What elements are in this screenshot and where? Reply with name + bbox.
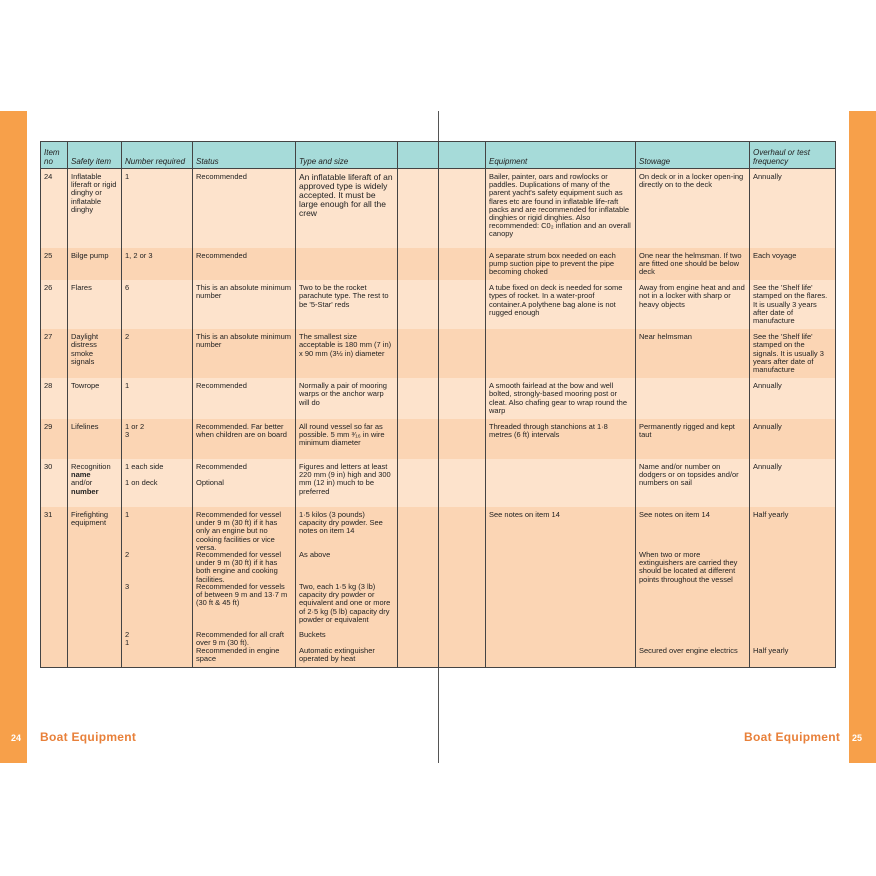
cell-safety-item: Daylight distress smoke signals (68, 329, 122, 378)
cell-item-no: 31 (41, 507, 68, 668)
safety-item-line: name (71, 470, 91, 480)
header-item-no: Item no (41, 142, 68, 169)
cell-stowage: Name and/or number on dodgers or on topsides and/or numbers on sail (636, 459, 750, 507)
cell-overhaul: Annually (750, 419, 836, 459)
left-footer-title: Boat Equipment (40, 730, 137, 744)
status-line: Recommended for vessel under 9 m (30 ft) if it has both engine and cooking facilities. (196, 549, 282, 584)
cell-type-and-size: Two to be the rocket parachute type. The rest to be '5-Star' reds (296, 280, 398, 329)
cell-number-required: 1 (122, 169, 193, 248)
cell-overhaul: See the 'Shelf life' stamped on the signals. It is usually 3 years after date of manufacture (750, 329, 836, 378)
cell-blank (439, 280, 486, 329)
cell-blank (398, 169, 439, 248)
table-row (41, 248, 836, 281)
cell-type-and-size (296, 507, 398, 668)
cell-overhaul: Annually (750, 459, 836, 507)
cell-blank (439, 507, 486, 668)
cell-safety-item: Inflatable liferaft or rigid dinghy or inflatable dinghy (68, 169, 122, 248)
status-line: Recommended for vessel under 9 m (30 ft) if it has only an engine but no cooking facilities or vice versa. (196, 509, 282, 552)
cell-status (193, 507, 296, 668)
cell-blank (398, 329, 439, 378)
cell-blank (398, 419, 439, 459)
cell-overhaul: Annually (750, 378, 836, 419)
cell-stowage: One near the helmsman. If two are fitted one should be below deck (636, 248, 750, 281)
header-status: Status (193, 142, 296, 169)
cell-item-no: 27 (41, 329, 68, 378)
cell-blank (439, 459, 486, 507)
cell-type-and-size: Normally a pair of mooring warps or the anchor warp will do (296, 378, 398, 419)
number-required-line: 1 each side (125, 461, 164, 471)
table-row (41, 419, 836, 459)
header-safety-item: Safety item (68, 142, 122, 169)
header-number-required: Number required (122, 142, 193, 169)
cell-number-required: 2 (122, 329, 193, 378)
cell-status: Recommended (193, 378, 296, 419)
status-line: Optional (196, 478, 224, 488)
cell-number-required (122, 459, 193, 507)
cell-overhaul: See the 'Shelf life' stamped on the flares. It is usually 3 years after date of manufacture (750, 280, 836, 329)
safety-equipment-table (40, 141, 836, 668)
header-equipment: Equipment (486, 142, 636, 169)
cell-type-and-size: The smallest size acceptable is 180 mm (7 in) x 90 mm (3½ in) diameter (296, 329, 398, 378)
cell-equipment: See notes on item 14 (486, 507, 636, 668)
cell-blank (398, 378, 439, 419)
cell-stowage: Near helmsman (636, 329, 750, 378)
type-and-size-line: Buckets (299, 629, 326, 639)
table-row (41, 169, 836, 248)
stowage-line: See notes on item 14 (639, 509, 710, 519)
type-and-size-line: Two, each 1·5 kg (3 lb) capacity dry powder or equivalent and one or more of 2·5 kg (5 lb) capacity dry powder or equivalent (299, 581, 391, 624)
cell-type-and-size (296, 248, 398, 281)
cell-blank (439, 248, 486, 281)
cell-stowage: Permanently rigged and kept taut (636, 419, 750, 459)
header-blank-left (398, 142, 439, 169)
stowage-line: Secured over engine electrics (639, 645, 738, 655)
cell-equipment: A separate strum box needed on each pump suction pipe to prevent the pipe becoming choked (486, 248, 636, 281)
cell-item-no: 26 (41, 280, 68, 329)
cell-number-required: 1 (122, 378, 193, 419)
cell-blank (398, 507, 439, 668)
header-overhaul: Overhaul or test frequency (750, 142, 836, 169)
number-required-line: 1 (125, 509, 130, 519)
cell-item-no: 24 (41, 169, 68, 248)
cell-safety-item: Bilge pump (68, 248, 122, 281)
safety-item-line: Recognition (71, 461, 111, 471)
left-page-edge-bar (0, 111, 27, 763)
cell-overhaul: Annually (750, 169, 836, 248)
table-row (41, 459, 836, 507)
cell-equipment: Bailer, painter, oars and rowlocks or paddles. Duplications of many of the parent yacht's safety equipment such as flares etc are found in inflatable life-raft packs and are recommended for inflatable dinghies or rigid dinghies. Also recommended: C0₂ inflation and an overall canopy (486, 169, 636, 248)
header-type-and-size: Type and size (296, 142, 398, 169)
cell-number-required: 6 (122, 280, 193, 329)
cell-status: Recommended (193, 248, 296, 281)
cell-status: This is an absolute minimum number (193, 280, 296, 329)
number-required-line: 2 (125, 629, 130, 639)
cell-overhaul: Each voyage (750, 248, 836, 281)
cell-safety-item: Firefighting equipment (68, 507, 122, 668)
cell-stowage (636, 378, 750, 419)
cell-item-no: 25 (41, 248, 68, 281)
cell-equipment: Threaded through stanchions at 1·8 metres (6 ft) intervals (486, 419, 636, 459)
table-header-row (41, 142, 836, 169)
cell-safety-item (68, 459, 122, 507)
cell-blank (398, 280, 439, 329)
stowage-line: When two or more extinguishers are carried they should be located at different points throughout the vessel (639, 549, 738, 584)
cell-stowage: On deck or in a locker open-ing directly on to the deck (636, 169, 750, 248)
type-and-size-line: Automatic extinguisher operated by heat (299, 645, 375, 664)
safety-item-line: and/or (71, 478, 93, 488)
cell-blank (398, 248, 439, 281)
cell-number-required: 1, 2 or 3 (122, 248, 193, 281)
left-page-number: 24 (11, 733, 22, 743)
cell-equipment: A smooth fairlead at the bow and well bolted, strongly-based mooring post or cleat. Also chafing gear to wrap round the warp (486, 378, 636, 419)
table-row (41, 329, 836, 378)
header-stowage: Stowage (636, 142, 750, 169)
cell-blank (439, 169, 486, 248)
cell-stowage: Away from engine heat and and not in a locker with sharp or heavy objects (636, 280, 750, 329)
cell-overhaul (750, 507, 836, 668)
cell-safety-item: Flares (68, 280, 122, 329)
cell-equipment: A tube fixed on deck is needed for some types of rocket. In a water-proof container.A polythene bag alone is not rugged enough (486, 280, 636, 329)
status-line: Recommended for vessels of between 9 m and 13·7 m (30 ft & 45 ft) (196, 581, 288, 608)
header-blank-right (439, 142, 486, 169)
right-footer-title: Boat Equipment (744, 730, 841, 744)
cell-item-no: 30 (41, 459, 68, 507)
cell-status: Recommended (193, 169, 296, 248)
cell-item-no: 28 (41, 378, 68, 419)
cell-blank (398, 459, 439, 507)
cell-safety-item: Lifelines (68, 419, 122, 459)
number-required-line: 1 on deck (125, 478, 158, 488)
number-required-line: 1 (125, 637, 130, 647)
status-line: Recommended in engine space (196, 645, 280, 664)
cell-item-no: 29 (41, 419, 68, 459)
right-page-edge-bar (849, 111, 876, 763)
table-row (41, 507, 836, 668)
number-required-line: 3 (125, 581, 130, 591)
cell-stowage (636, 507, 750, 668)
table-row (41, 280, 836, 329)
cell-equipment (486, 459, 636, 507)
status-line: Recommended (196, 461, 247, 471)
status-line: Recommended for all craft over 9 m (30 ft). (196, 629, 284, 648)
cell-blank (439, 378, 486, 419)
right-page-number: 25 (852, 733, 863, 743)
number-required-line: 3 (125, 430, 130, 440)
number-required-line: 2 (125, 549, 130, 559)
number-required-line: 1 or 2 (125, 421, 145, 431)
cell-status: This is an absolute minimum number (193, 329, 296, 378)
cell-number-required (122, 419, 193, 459)
cell-type-and-size: All round vessel so far as possible. 5 mm ³⁄₁₆ in wire minimum diameter (296, 419, 398, 459)
type-and-size-line: 1·5 kilos (3 pounds) capacity dry powder. See notes on item 14 (299, 509, 383, 536)
cell-blank (439, 329, 486, 378)
safety-item-line: number (71, 486, 99, 496)
table-row (41, 378, 836, 419)
cell-number-required (122, 507, 193, 668)
cell-blank (439, 419, 486, 459)
cell-type-and-size: Figures and letters at least 220 mm (9 in) high and 300 mm (12 in) much to be preferred (296, 459, 398, 507)
cell-status (193, 459, 296, 507)
cell-type-and-size: An inflatable liferaft of an approved type is widely accepted. It must be large enough for all the crew (296, 169, 398, 248)
overhaul-line: Half yearly (753, 645, 789, 655)
type-and-size-line: As above (299, 549, 331, 559)
cell-safety-item: Towrope (68, 378, 122, 419)
cell-status: Recommended. Far better when children are on board (193, 419, 296, 459)
cell-equipment (486, 329, 636, 378)
overhaul-line: Half yearly (753, 509, 789, 519)
